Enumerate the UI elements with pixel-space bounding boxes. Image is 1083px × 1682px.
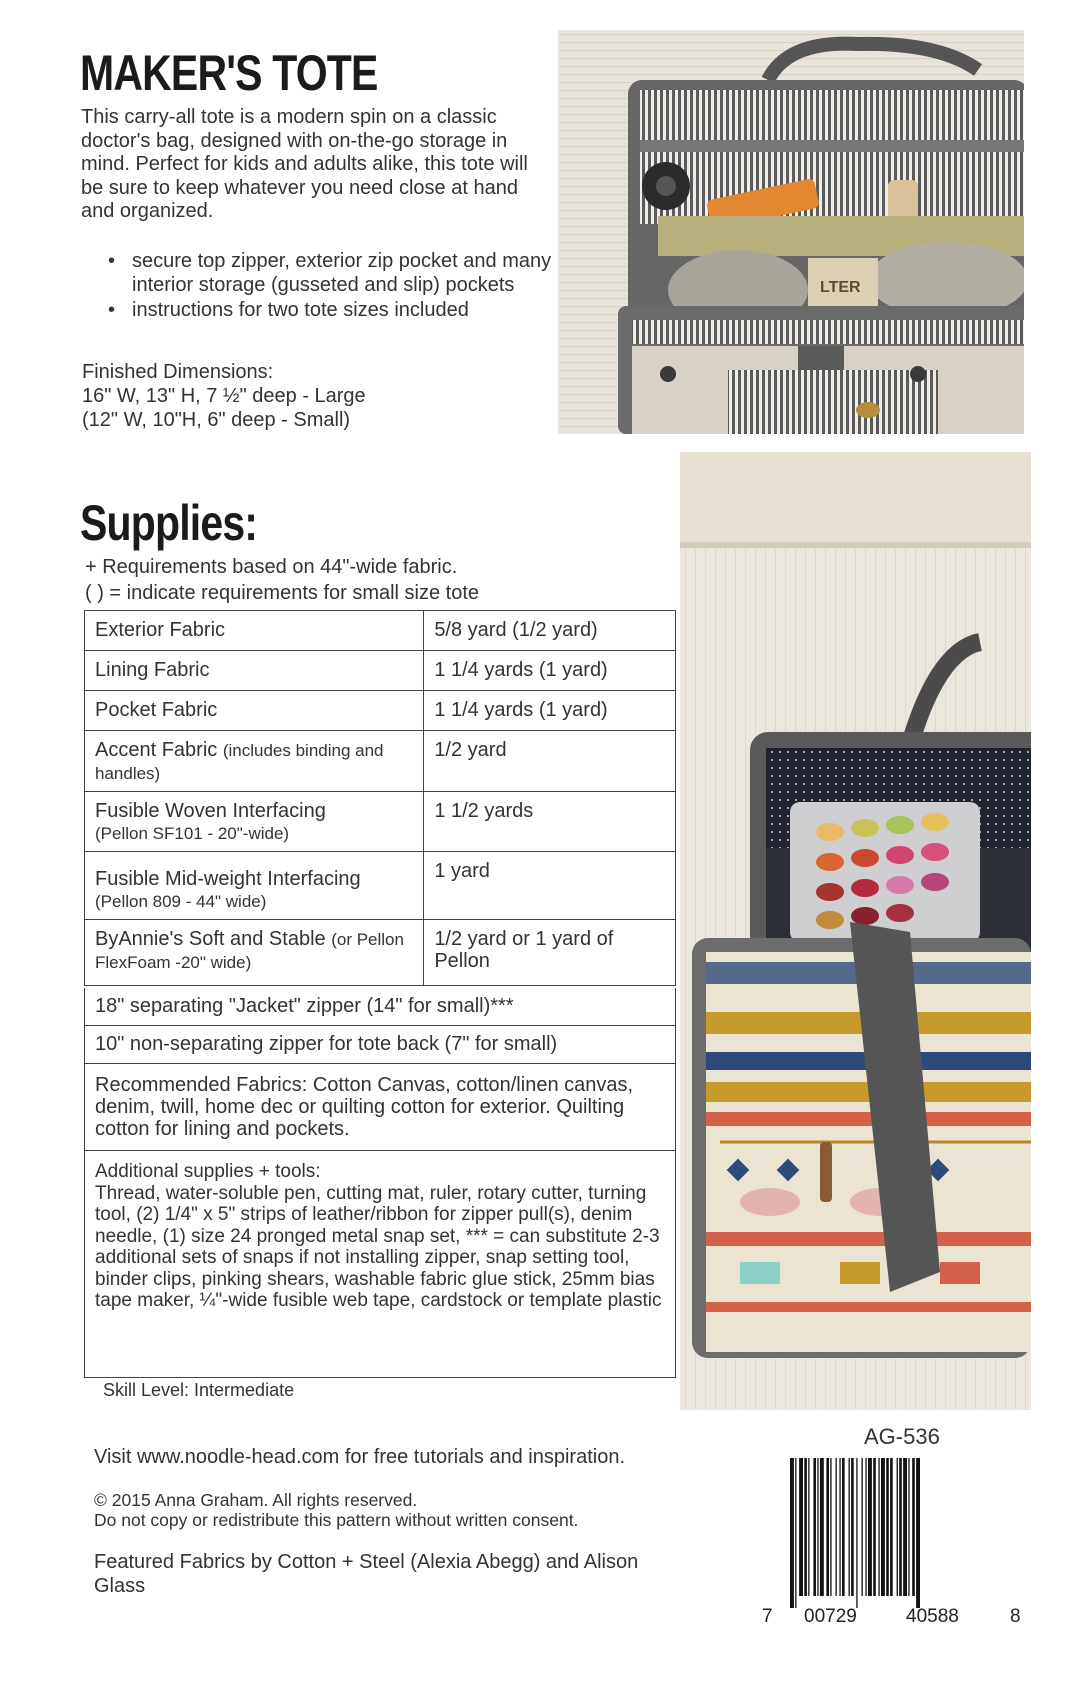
feature-list [96, 250, 556, 325]
back-zipper-row: 10" non-separating zipper for tote back (7" for small) [84, 1026, 676, 1064]
barcode-lead-digit: 7 [762, 1606, 773, 1627]
table-row [85, 691, 676, 731]
supply-item: Accent Fabric (includes binding and handles) [85, 731, 424, 792]
website-note: Visit www.noodle-head.com for free tutorials and inspiration. [94, 1446, 626, 1468]
dimensions-label: Finished Dimensions: [82, 361, 274, 383]
supply-detail: (Pellon SF101 - 20"-wide) [95, 824, 290, 843]
supply-quantity: 1/2 yard or 1 yard of Pellon [424, 920, 676, 986]
barcode-bar [862, 1458, 863, 1596]
barcode-bar [903, 1458, 907, 1596]
supplies-extra [84, 988, 676, 1378]
supply-quantity: 1 1/2 yards [424, 792, 676, 852]
dimensions-small: (12" W, 10"H, 6" deep - Small) [82, 409, 351, 431]
barcode-bar [799, 1458, 803, 1596]
barcode-bar [826, 1458, 829, 1596]
tote-photo-top [558, 30, 1024, 434]
barcode-bar [856, 1458, 857, 1608]
additional-supplies [84, 1151, 676, 1378]
supplies-table [84, 610, 676, 986]
barcode-bar [868, 1458, 872, 1596]
barcode-bar [865, 1458, 866, 1596]
barcode-bar [839, 1458, 840, 1596]
copyright-line: Do not copy or redistribute this pattern without written consent. [94, 1510, 579, 1530]
additional-supplies-label: Additional supplies + tools: [95, 1161, 321, 1182]
barcode-bar [897, 1458, 898, 1596]
supply-item: Pocket Fabric [85, 691, 424, 731]
supply-quantity: 1/2 yard [424, 731, 676, 792]
barcode-bar [790, 1458, 794, 1608]
bullet-icon: • [108, 299, 116, 321]
supply-detail: (Pellon 809 - 44" wide) [95, 892, 267, 911]
small-size-note: ( ) = indicate requirements for small size tote [85, 582, 480, 604]
table-row [85, 651, 676, 691]
barcode-bar [836, 1458, 837, 1596]
barcode-bars-icon [788, 1458, 1018, 1608]
supply-item: Fusible Woven Interfacing (Pellon SF101 - 20"-wide) [85, 792, 424, 852]
table-row [85, 920, 676, 986]
barcode-bar [912, 1458, 915, 1596]
intro-paragraph: This carry-all tote is a modern spin on a classic doctor's bag, designed with on-the-go storage in mind. Perfect for kids and adults alike, this tote will be sure to keep whatever you need close at hand and organized. [81, 106, 528, 222]
additional-supplies-list: Thread, water-soluble pen, cutting mat, ruler, rotary cutter, turning tool, (2) 1/4" x 5" strips of leather/ribbon for zipper pull(s), denim needle, (1) size 24 pronged metal snap set, *** = can substitute 2-3 additional sets of snaps if not installing zipper, snap setting tool, binder clips, pinking shears, washable fabric glue stick, 25mm bias tape maker, ¼"-wide fusible web tape, cardstock or template plastic [95, 1182, 662, 1311]
table-row [85, 611, 676, 651]
supply-quantity: 1 yard [424, 852, 676, 920]
barcode-check-digit: 8 [1010, 1606, 1021, 1627]
supplies-heading: Supplies: [80, 495, 258, 551]
supply-item: Lining Fabric [85, 651, 424, 691]
tote-photo-bottom [680, 452, 1031, 1410]
product-code: AG-536 [864, 1424, 940, 1449]
barcode-left-digits: 00729 [804, 1606, 857, 1627]
feature-item [96, 299, 556, 323]
supply-detail: (or Pellon FlexFoam -20" wide) [95, 930, 404, 972]
barcode [762, 1458, 1021, 1638]
copyright-line: © 2015 Anna Graham. All rights reserved. [94, 1490, 418, 1510]
barcode-bar [795, 1458, 796, 1608]
barcode-bar [849, 1458, 850, 1596]
barcode-bar [817, 1458, 818, 1596]
copyright [94, 1490, 578, 1530]
barcode-bar [804, 1458, 807, 1596]
supply-quantity: 1 1/4 yards (1 yard) [424, 691, 676, 731]
barcode-right-digits: 40588 [906, 1606, 959, 1627]
feature-item [96, 250, 556, 297]
barcode-bar [899, 1458, 902, 1596]
barcode-bar [916, 1458, 920, 1608]
jacket-zipper-row: 18" separating "Jacket" zipper (14" for small)*** [84, 988, 676, 1026]
barcode-bar [808, 1458, 809, 1596]
dimensions-large: 16" W, 13" H, 7 ½" deep - Large [82, 385, 366, 407]
table-row [85, 852, 676, 920]
fabric-width-note: + Requirements based on 44"-wide fabric. [85, 556, 458, 578]
supply-item: Fusible Mid-weight Interfacing (Pellon 809 - 44" wide) [85, 852, 424, 920]
barcode-bar [878, 1458, 879, 1596]
barcode-bar [890, 1458, 893, 1596]
bullet-icon: • [108, 250, 116, 272]
tag-label: LTER [820, 279, 861, 296]
featured-fabrics: Featured Fabrics by Cotton + Steel (Alexia Abegg) and Alison Glass [94, 1551, 639, 1597]
skill-level: Skill Level: Intermediate [103, 1380, 295, 1400]
barcode-bar [830, 1458, 831, 1596]
barcode-bar [881, 1458, 885, 1596]
barcode-bar [908, 1458, 909, 1596]
feature-text: instructions for two tote sizes included [132, 299, 469, 321]
table-row [85, 731, 676, 792]
supply-detail: (includes binding and handles) [95, 741, 384, 783]
supply-quantity: 1 1/4 yards (1 yard) [424, 651, 676, 691]
pattern-title: MAKER'S TOTE [80, 45, 378, 101]
table-row [85, 792, 676, 852]
supply-quantity: 5/8 yard (1/2 yard) [424, 611, 676, 651]
barcode-bar [873, 1458, 876, 1596]
supply-item: Exterior Fabric [85, 611, 424, 651]
supply-item: ByAnnie's Soft and Stable (or Pellon FlexFoam -20" wide) [85, 920, 424, 986]
recommended-fabrics: Recommended Fabrics: Cotton Canvas, cotton/linen canvas, denim, twill, home dec or quilting cotton for exterior. Quilting cotton for lining and pockets. [84, 1064, 676, 1151]
finished-dimensions [82, 360, 366, 432]
barcode-bar [813, 1458, 816, 1596]
feature-text: secure top zipper, exterior zip pocket and many interior storage (gusseted and slip) pockets [132, 250, 552, 296]
barcode-bar [842, 1458, 845, 1596]
barcode-bar [851, 1458, 854, 1596]
barcode-bar [820, 1458, 824, 1596]
barcode-bar [886, 1458, 889, 1596]
